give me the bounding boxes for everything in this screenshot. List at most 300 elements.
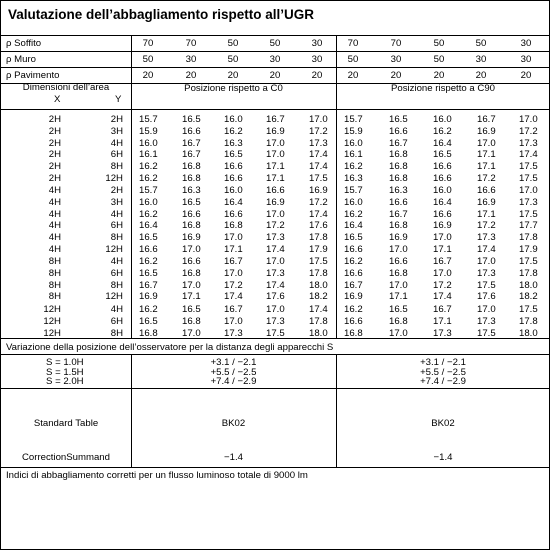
ugr-row bbox=[1, 280, 550, 292]
ugr-value-c0: 17.4 bbox=[224, 291, 243, 303]
ugr-value-c0: 16.5 bbox=[182, 196, 201, 208]
ugr-value-c90: 16.2 bbox=[433, 125, 452, 137]
ugr-value-c90: 17.3 bbox=[477, 315, 496, 327]
ugr-value-c0: 17.6 bbox=[309, 220, 328, 232]
ugr-value-c90: 16.8 bbox=[389, 161, 408, 173]
ugr-value-c90: 17.3 bbox=[433, 327, 452, 339]
ugr-value-c0: 16.5 bbox=[139, 315, 158, 327]
row-x-dimension: 4H bbox=[48, 220, 61, 232]
ugr-value-c0: 17.5 bbox=[266, 327, 285, 339]
ugr-value-c0: 17.4 bbox=[309, 161, 328, 173]
row-y-dimension: 6H bbox=[110, 220, 123, 232]
ugr-value-c0: 16.8 bbox=[182, 220, 201, 232]
reflectance-value: 30 bbox=[185, 54, 197, 65]
ugr-value-c0: 17.5 bbox=[309, 256, 328, 267]
ugr-value-c90: 16.7 bbox=[477, 114, 496, 125]
ugr-value-c90: 17.0 bbox=[477, 137, 496, 149]
row-y-dimension: 4H bbox=[110, 304, 123, 315]
ugr-value-c90: 17.2 bbox=[433, 279, 452, 291]
row-y-dimension: 12H bbox=[105, 244, 123, 255]
row-y-dimension: 4H bbox=[110, 256, 123, 267]
ugr-value-c90: 17.0 bbox=[519, 114, 538, 125]
ugr-value-c0: 16.4 bbox=[224, 196, 243, 208]
ugr-value-c90: 16.8 bbox=[389, 173, 408, 184]
ugr-row bbox=[1, 256, 550, 268]
ugr-value-c90: 16.5 bbox=[389, 304, 408, 315]
ugr-row bbox=[1, 268, 550, 280]
ugr-value-c0: 16.9 bbox=[139, 291, 158, 303]
ugr-value-c0: 16.2 bbox=[139, 173, 158, 184]
row-x-dimension: 4H bbox=[48, 232, 61, 244]
ugr-row bbox=[1, 291, 550, 303]
ugr-value-c0: 17.4 bbox=[309, 149, 328, 161]
row-x-dimension: 4H bbox=[48, 196, 61, 208]
ugr-value-c0: 16.9 bbox=[266, 125, 285, 137]
page-title: Valutazione dell’abbagliamento rispetto all’UGR bbox=[8, 7, 315, 22]
row-x-dimension: 2H bbox=[48, 114, 61, 125]
ugr-value-c90: 17.8 bbox=[519, 315, 538, 327]
footnote: Indici di abbagliamento corretti per un flusso luminoso totale di 9000 lm bbox=[6, 470, 308, 481]
ugr-value-c0: 17.0 bbox=[266, 304, 285, 315]
ugr-value-c0: 17.8 bbox=[309, 267, 328, 279]
ugr-value-c90: 16.3 bbox=[344, 173, 363, 184]
ugr-value-c0: 16.7 bbox=[224, 256, 243, 267]
ugr-value-c0: 16.8 bbox=[182, 267, 201, 279]
reflectance-value: 50 bbox=[227, 38, 239, 49]
row-y-dimension: 6H bbox=[110, 315, 123, 327]
ugr-value-c0: 17.9 bbox=[309, 244, 328, 255]
row-y-dimension: 4H bbox=[110, 137, 123, 149]
ugr-value-c90: 16.6 bbox=[389, 125, 408, 137]
ugr-value-c90: 17.4 bbox=[519, 149, 538, 161]
ugr-value-c0: 15.9 bbox=[139, 125, 158, 137]
ugr-value-c0: 16.9 bbox=[266, 196, 285, 208]
ugr-value-c0: 16.7 bbox=[224, 304, 243, 315]
ugr-value-c0: 16.7 bbox=[139, 279, 158, 291]
ugr-value-c0: 16.5 bbox=[224, 149, 243, 161]
ugr-value-c90: 16.8 bbox=[344, 327, 363, 339]
reflectance-value: 20 bbox=[185, 70, 197, 81]
ugr-value-c90: 17.8 bbox=[519, 267, 538, 279]
ugr-value-c90: 16.6 bbox=[433, 161, 452, 173]
ugr-value-c0: 16.9 bbox=[309, 185, 328, 196]
ugr-value-c90: 16.7 bbox=[433, 304, 452, 315]
row-x-dimension: 2H bbox=[48, 137, 61, 149]
correction-summand-c0: −1.4 bbox=[224, 452, 243, 463]
row-y-dimension: 12H bbox=[105, 291, 123, 303]
ugr-value-c90: 17.3 bbox=[477, 232, 496, 244]
ugr-row bbox=[1, 316, 550, 328]
ugr-value-c90: 18.0 bbox=[519, 279, 538, 291]
reflectance-label: ρ Soffito bbox=[6, 38, 42, 49]
reflectance-label: ρ Muro bbox=[6, 54, 36, 65]
reflectance-value: 20 bbox=[311, 70, 323, 81]
ugr-value-c0: 17.1 bbox=[224, 244, 243, 255]
ugr-row bbox=[1, 328, 550, 340]
ugr-value-c0: 17.4 bbox=[266, 279, 285, 291]
row-y-dimension: 8H bbox=[110, 161, 123, 173]
ugr-value-c0: 16.3 bbox=[182, 185, 201, 196]
ugr-value-c90: 16.6 bbox=[433, 208, 452, 220]
ugr-value-c90: 17.7 bbox=[519, 220, 538, 232]
row-y-dimension: 8H bbox=[110, 279, 123, 291]
ugr-value-c90: 16.8 bbox=[389, 149, 408, 161]
reflectance-value: 20 bbox=[520, 70, 532, 81]
ugr-value-c90: 16.6 bbox=[344, 244, 363, 255]
row-y-dimension: 6H bbox=[110, 149, 123, 161]
ugr-value-c90: 17.3 bbox=[519, 137, 538, 149]
ugr-value-c90: 17.5 bbox=[519, 161, 538, 173]
reflectance-value: 20 bbox=[227, 70, 239, 81]
ugr-value-c0: 16.7 bbox=[182, 149, 201, 161]
variation-c90: +7.4 / −2.9 bbox=[420, 376, 466, 387]
ugr-value-c0: 16.8 bbox=[224, 220, 243, 232]
reflectance-value: 70 bbox=[390, 38, 402, 49]
ugr-value-c90: 16.0 bbox=[344, 196, 363, 208]
ugr-value-c90: 18.2 bbox=[519, 291, 538, 303]
ugr-value-c0: 17.1 bbox=[266, 173, 285, 184]
reflectance-value: 20 bbox=[269, 70, 281, 81]
ugr-row bbox=[1, 197, 550, 209]
ugr-row bbox=[1, 138, 550, 150]
ugr-value-c0: 16.2 bbox=[139, 256, 158, 267]
variation-c0: +7.4 / −2.9 bbox=[210, 376, 257, 387]
ugr-value-c90: 17.5 bbox=[519, 256, 538, 267]
ugr-value-c90: 16.4 bbox=[433, 137, 452, 149]
row-y-dimension: 4H bbox=[110, 208, 123, 220]
row-y-dimension: 8H bbox=[110, 232, 123, 244]
reflectance-value: 50 bbox=[269, 38, 281, 49]
ugr-value-c0: 16.2 bbox=[224, 125, 243, 137]
standard-table-c0: BK02 bbox=[221, 418, 246, 429]
ugr-value-c0: 16.6 bbox=[182, 256, 201, 267]
ugr-value-c90: 16.7 bbox=[344, 279, 363, 291]
ugr-value-c0: 16.5 bbox=[139, 267, 158, 279]
ugr-value-c90: 17.0 bbox=[389, 279, 408, 291]
ugr-value-c90: 17.1 bbox=[477, 161, 496, 173]
reflectance-value: 30 bbox=[390, 54, 402, 65]
ugr-value-c90: 16.2 bbox=[344, 208, 363, 220]
reflectance-value: 20 bbox=[142, 70, 154, 81]
ugr-value-c90: 16.9 bbox=[389, 232, 408, 244]
ugr-value-c90: 16.9 bbox=[433, 220, 452, 232]
ugr-value-c90: 17.0 bbox=[389, 327, 408, 339]
table-horizontal-rule bbox=[1, 388, 550, 389]
ugr-value-c0: 16.6 bbox=[182, 125, 201, 137]
ugr-value-c90: 17.3 bbox=[519, 196, 538, 208]
ugr-value-c0: 16.7 bbox=[266, 114, 285, 125]
ugr-value-c90: 16.5 bbox=[389, 114, 408, 125]
c0-header: Posizione rispetto a C0 bbox=[184, 83, 283, 94]
ugr-row bbox=[1, 173, 550, 185]
ugr-value-c90: 16.1 bbox=[344, 149, 363, 161]
reflectance-value: 30 bbox=[475, 54, 487, 65]
ugr-value-c0: 17.2 bbox=[266, 220, 285, 232]
row-x-dimension: 12H bbox=[43, 315, 61, 327]
ugr-value-c0: 17.0 bbox=[224, 232, 243, 244]
ugr-value-c0: 17.8 bbox=[309, 315, 328, 327]
ugr-value-c0: 17.3 bbox=[266, 232, 285, 244]
reflectance-value: 30 bbox=[311, 54, 323, 65]
ugr-value-c90: 16.8 bbox=[389, 267, 408, 279]
ugr-value-c0: 17.3 bbox=[266, 267, 285, 279]
ugr-value-c90: 16.4 bbox=[433, 196, 452, 208]
correction-summand-c90: −1.4 bbox=[433, 452, 453, 463]
row-x-dimension: 8H bbox=[48, 291, 61, 303]
ugr-value-c0: 17.4 bbox=[309, 208, 328, 220]
ugr-value-c90: 17.0 bbox=[519, 185, 538, 196]
standard-table-c90: BK02 bbox=[431, 418, 455, 429]
table-horizontal-rule bbox=[1, 354, 550, 355]
reflectance-row bbox=[1, 51, 550, 67]
row-x-dimension: 8H bbox=[48, 267, 61, 279]
variation-spacing: S = 1.5H bbox=[46, 366, 84, 378]
reflectance-value: 50 bbox=[347, 54, 359, 65]
ugr-value-c0: 16.5 bbox=[139, 232, 158, 244]
x-axis-label: X bbox=[54, 94, 61, 105]
ugr-value-c90: 16.6 bbox=[344, 267, 363, 279]
reflectance-row bbox=[1, 35, 550, 51]
row-x-dimension: 4H bbox=[48, 185, 61, 196]
ugr-value-c90: 17.1 bbox=[389, 291, 408, 303]
ugr-value-c90: 16.8 bbox=[389, 220, 408, 232]
ugr-value-c0: 17.3 bbox=[224, 327, 243, 339]
room-dimensions-header bbox=[1, 82, 131, 106]
ugr-value-c0: 17.0 bbox=[309, 114, 328, 125]
reflectance-value: 20 bbox=[433, 70, 445, 81]
ugr-value-c90: 17.4 bbox=[477, 244, 496, 255]
ugr-value-c0: 17.4 bbox=[309, 304, 328, 315]
ugr-value-c0: 17.0 bbox=[266, 137, 285, 149]
ugr-value-c0: 17.0 bbox=[266, 149, 285, 161]
ugr-value-c0: 18.0 bbox=[309, 327, 328, 339]
ugr-value-c90: 17.4 bbox=[433, 291, 452, 303]
reflectance-value: 30 bbox=[311, 38, 323, 49]
ugr-value-c0: 16.6 bbox=[224, 173, 243, 184]
ugr-value-c90: 16.6 bbox=[433, 173, 452, 184]
row-x-dimension: 2H bbox=[48, 173, 61, 184]
ugr-value-c90: 17.2 bbox=[519, 125, 538, 137]
reflectance-value: 20 bbox=[390, 70, 402, 81]
ugr-value-c0: 17.4 bbox=[266, 244, 285, 255]
row-x-dimension: 2H bbox=[48, 125, 61, 137]
ugr-value-c90: 16.5 bbox=[344, 232, 363, 244]
ugr-value-c90: 17.1 bbox=[477, 149, 496, 161]
ugr-value-c90: 16.2 bbox=[344, 256, 363, 267]
ugr-value-c0: 16.6 bbox=[224, 161, 243, 173]
reflectance-value: 30 bbox=[520, 38, 532, 49]
variation-spacing: S = 1.0H bbox=[46, 357, 84, 368]
ugr-value-c0: 16.1 bbox=[139, 149, 158, 161]
variation-c90: +3.1 / −2.1 bbox=[420, 357, 466, 368]
ugr-value-c0: 17.2 bbox=[309, 125, 328, 137]
ugr-value-c0: 17.0 bbox=[266, 208, 285, 220]
ugr-value-c90: 17.0 bbox=[477, 304, 496, 315]
ugr-value-c90: 17.8 bbox=[519, 232, 538, 244]
ugr-value-c90: 17.0 bbox=[389, 244, 408, 255]
reflectance-value: 30 bbox=[520, 54, 532, 65]
ugr-value-c90: 17.5 bbox=[519, 173, 538, 184]
reflectance-value: 50 bbox=[142, 54, 154, 65]
ugr-value-c90: 16.9 bbox=[477, 196, 496, 208]
ugr-value-c0: 16.8 bbox=[182, 315, 201, 327]
ugr-value-c90: 17.2 bbox=[477, 173, 496, 184]
ugr-value-c90: 17.1 bbox=[433, 244, 452, 255]
row-x-dimension: 4H bbox=[48, 208, 61, 220]
ugr-value-c90: 16.6 bbox=[477, 185, 496, 196]
row-y-dimension: 3H bbox=[110, 125, 123, 137]
ugr-row bbox=[1, 244, 550, 256]
ugr-value-c90: 16.0 bbox=[433, 185, 452, 196]
y-axis-label: Y bbox=[115, 94, 122, 105]
ugr-row bbox=[1, 209, 550, 221]
ugr-value-c0: 16.6 bbox=[182, 208, 201, 220]
ugr-value-c90: 16.6 bbox=[389, 256, 408, 267]
row-y-dimension: 6H bbox=[110, 267, 123, 279]
ugr-value-c90: 15.7 bbox=[344, 114, 363, 125]
ugr-value-c0: 17.5 bbox=[309, 173, 328, 184]
reflectance-value: 50 bbox=[433, 38, 445, 49]
ugr-value-c90: 16.9 bbox=[477, 125, 496, 137]
ugr-value-c0: 17.2 bbox=[309, 196, 328, 208]
ugr-value-c90: 16.2 bbox=[344, 161, 363, 173]
ugr-row bbox=[1, 220, 550, 232]
c90-header: Posizione rispetto a C90 bbox=[391, 83, 495, 94]
ugr-value-c90: 17.0 bbox=[433, 267, 452, 279]
ugr-value-c0: 16.0 bbox=[139, 196, 158, 208]
ugr-row bbox=[1, 126, 550, 138]
ugr-value-c0: 16.6 bbox=[139, 244, 158, 255]
ugr-value-c0: 17.8 bbox=[309, 232, 328, 244]
ugr-row bbox=[1, 161, 550, 173]
ugr-value-c90: 17.1 bbox=[433, 315, 452, 327]
ugr-value-c90: 17.2 bbox=[477, 220, 496, 232]
row-x-dimension: 2H bbox=[48, 161, 61, 173]
ugr-value-c90: 17.5 bbox=[519, 208, 538, 220]
ugr-value-c0: 16.5 bbox=[182, 304, 201, 315]
ugr-value-c90: 16.3 bbox=[389, 185, 408, 196]
ugr-value-c90: 16.0 bbox=[433, 114, 452, 125]
ugr-value-c90: 17.5 bbox=[477, 327, 496, 339]
ugr-value-c90: 16.6 bbox=[344, 315, 363, 327]
standard-table-label: Standard Table bbox=[33, 418, 99, 429]
ugr-row bbox=[1, 149, 550, 161]
ugr-value-c0: 16.7 bbox=[182, 137, 201, 149]
ugr-value-c0: 16.6 bbox=[224, 208, 243, 220]
ugr-value-c90: 17.3 bbox=[477, 267, 496, 279]
ugr-value-c0: 15.7 bbox=[139, 185, 158, 196]
ugr-value-c0: 16.9 bbox=[182, 232, 201, 244]
ugr-value-c90: 16.6 bbox=[389, 196, 408, 208]
reflectance-value: 70 bbox=[185, 38, 197, 49]
ugr-value-c0: 18.2 bbox=[309, 291, 328, 303]
row-y-dimension: 3H bbox=[110, 196, 123, 208]
ugr-value-c0: 16.0 bbox=[139, 137, 158, 149]
ugr-value-c90: 16.8 bbox=[389, 315, 408, 327]
ugr-value-c90: 15.9 bbox=[344, 125, 363, 137]
ugr-row bbox=[1, 114, 550, 126]
reflectance-value: 50 bbox=[475, 38, 487, 49]
ugr-value-c0: 15.7 bbox=[139, 114, 158, 125]
ugr-value-c0: 16.2 bbox=[139, 304, 158, 315]
ugr-value-c0: 17.1 bbox=[182, 291, 201, 303]
table-vertical-rule bbox=[131, 35, 132, 109]
reflectance-value: 50 bbox=[227, 54, 239, 65]
reflectance-value: 30 bbox=[269, 54, 281, 65]
row-x-dimension: 4H bbox=[48, 244, 61, 255]
ugr-value-c90: 17.1 bbox=[477, 208, 496, 220]
row-y-dimension: 2H bbox=[110, 185, 123, 196]
variation-c90: +5.5 / −2.5 bbox=[420, 366, 466, 378]
reflectance-value: 70 bbox=[347, 38, 359, 49]
ugr-value-c90: 17.0 bbox=[433, 232, 452, 244]
ugr-value-c0: 16.6 bbox=[266, 185, 285, 196]
ugr-value-c90: 16.7 bbox=[389, 208, 408, 220]
ugr-value-c0: 18.0 bbox=[309, 279, 328, 291]
ugr-value-c90: 17.9 bbox=[519, 244, 538, 255]
row-y-dimension: 8H bbox=[110, 327, 123, 339]
reflectance-value: 50 bbox=[433, 54, 445, 65]
ugr-row bbox=[1, 232, 550, 244]
ugr-value-c0: 16.4 bbox=[139, 220, 158, 232]
ugr-value-c0: 16.8 bbox=[182, 161, 201, 173]
reflectance-value: 20 bbox=[475, 70, 487, 81]
ugr-value-c0: 16.8 bbox=[182, 173, 201, 184]
table-horizontal-rule bbox=[1, 467, 550, 468]
ugr-value-c90: 17.5 bbox=[519, 304, 538, 315]
ugr-value-c0: 17.0 bbox=[182, 327, 201, 339]
ugr-value-c90: 16.9 bbox=[344, 291, 363, 303]
ugr-value-c90: 16.7 bbox=[389, 137, 408, 149]
ugr-value-c90: 16.5 bbox=[433, 149, 452, 161]
ugr-row bbox=[1, 185, 550, 197]
ugr-value-c90: 16.4 bbox=[344, 220, 363, 232]
correction-summand-label: CorrectionSummand bbox=[22, 452, 110, 463]
row-x-dimension: 8H bbox=[48, 256, 61, 267]
ugr-value-c0: 16.5 bbox=[182, 114, 201, 125]
ugr-value-c0: 16.3 bbox=[224, 137, 243, 149]
ugr-value-c0: 17.0 bbox=[224, 315, 243, 327]
ugr-value-c90: 17.6 bbox=[477, 291, 496, 303]
table-horizontal-rule bbox=[1, 109, 550, 110]
ugr-value-c90: 17.5 bbox=[477, 279, 496, 291]
reflectance-value: 70 bbox=[142, 38, 154, 49]
row-y-dimension: 12H bbox=[105, 173, 123, 184]
row-x-dimension: 2H bbox=[48, 149, 61, 161]
row-x-dimension: 12H bbox=[43, 327, 61, 339]
ugr-value-c0: 17.0 bbox=[182, 279, 201, 291]
reflectance-value: 20 bbox=[347, 70, 359, 81]
ugr-value-c0: 17.6 bbox=[266, 291, 285, 303]
ugr-value-c90: 16.7 bbox=[433, 256, 452, 267]
table-vertical-rule bbox=[336, 35, 337, 109]
variation-c0: +5.5 / −2.5 bbox=[210, 366, 257, 378]
row-y-dimension: 2H bbox=[110, 114, 123, 125]
ugr-value-c0: 16.0 bbox=[224, 185, 243, 196]
ugr-value-c90: 16.0 bbox=[344, 137, 363, 149]
variation-title: Variazione della posizione dell’osservatore per la distanza degli apparecchi S bbox=[6, 342, 334, 353]
ugr-value-c0: 17.3 bbox=[266, 315, 285, 327]
row-x-dimension: 8H bbox=[48, 279, 61, 291]
ugr-value-c90: 15.7 bbox=[344, 185, 363, 196]
reflectance-row bbox=[1, 67, 550, 83]
room-dimensions-label: Dimensioni dell’area bbox=[22, 82, 110, 93]
reflectance-label: ρ Pavimento bbox=[6, 70, 60, 81]
ugr-value-c0: 17.0 bbox=[182, 244, 201, 255]
ugr-value-c0: 17.0 bbox=[224, 267, 243, 279]
ugr-value-c0: 17.2 bbox=[224, 279, 243, 291]
ugr-value-c90: 17.0 bbox=[477, 256, 496, 267]
